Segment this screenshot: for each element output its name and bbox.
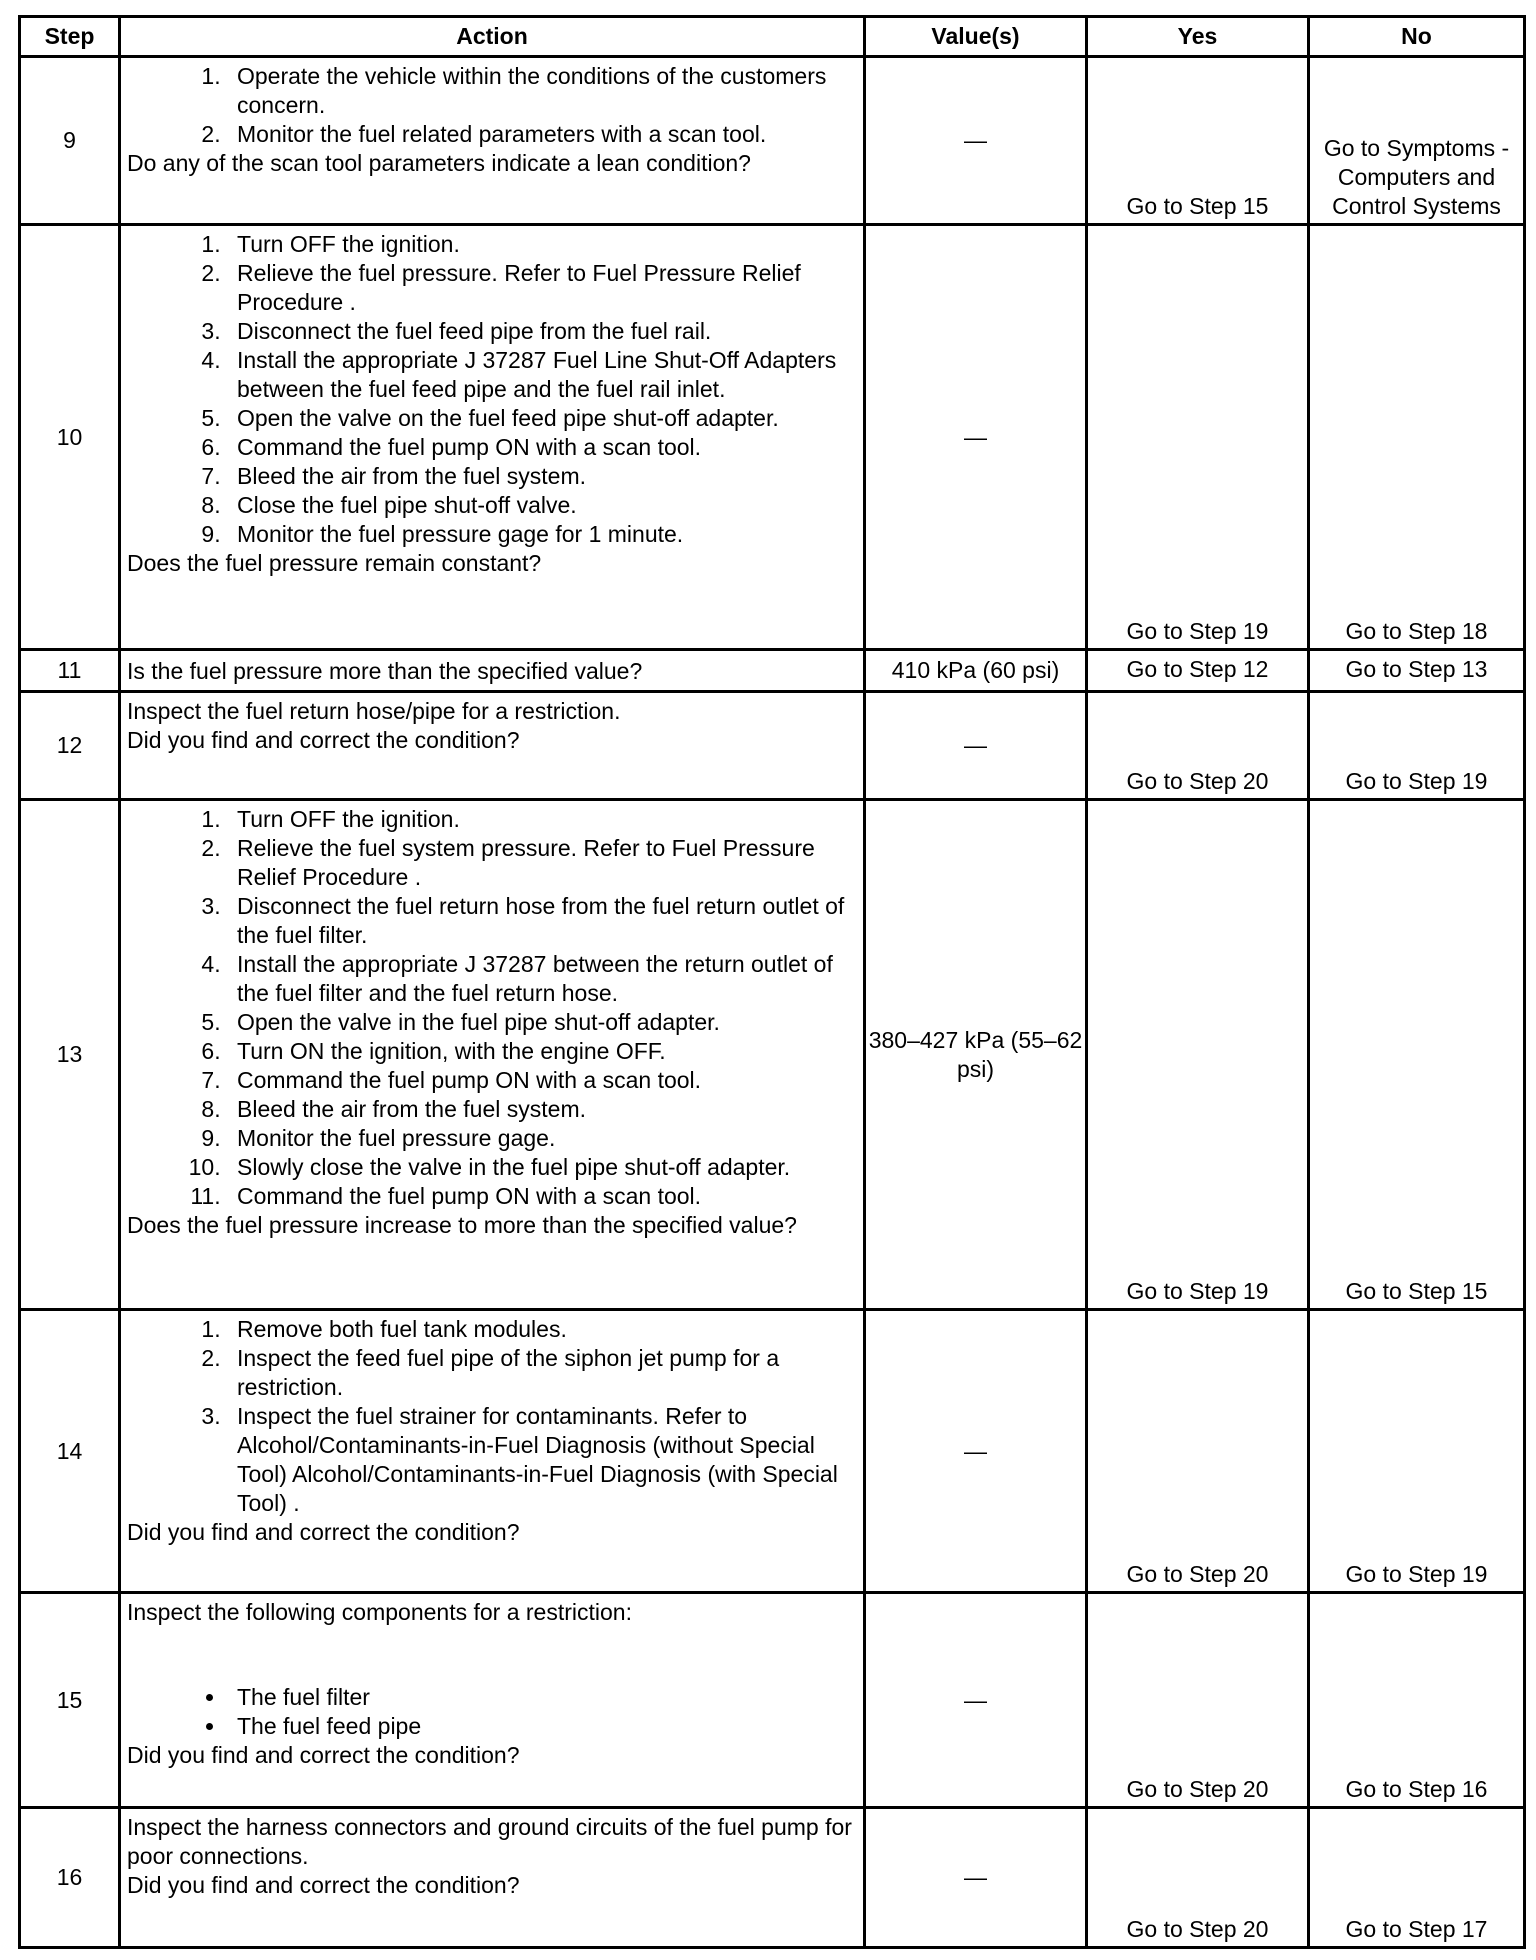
yes-link[interactable]: Go to Step 15 [1087,57,1309,225]
procedure-step: 6. Turn ON the ignition, with the engine OFF. [227,1037,857,1066]
yes-link[interactable]: Go to Step 20 [1087,1808,1309,1948]
diagnostic-table [18,15,1526,1949]
procedure-step: 2. Relieve the fuel pressure. Refer to Fuel Pressure Relief Procedure . [227,259,857,317]
procedure-step: 2. Relieve the fuel system pressure. Refer to Fuel Pressure Relief Procedure . [227,834,857,892]
step-number: 12 [20,692,120,800]
procedure-step: 3. Disconnect the fuel return hose from the fuel return outlet of the fuel filter. [227,892,857,950]
action-cell [120,1310,865,1593]
procedure-step: 6. Command the fuel pump ON with a scan tool. [227,433,857,462]
procedure-step: 3. Disconnect the fuel feed pipe from the fuel rail. [227,317,857,346]
action-cell [120,1808,865,1948]
value-cell: — [865,692,1087,800]
header-no: No [1309,17,1525,57]
table-row [20,1310,1525,1593]
procedure-step: 10. Slowly close the valve in the fuel pipe shut-off adapter. [227,1153,857,1182]
action-question: Did you find and correct the condition? [127,1519,520,1545]
action-question: Did you find and correct the condition? [127,1872,520,1898]
procedure-step: 3. Inspect the fuel strainer for contaminants. Refer to Alcohol/Contaminants-in-Fuel Diagnosis (without Special Tool) Alcohol/Contaminants-in-Fuel Diagnosis (with Special Tool) . [227,1402,857,1518]
value-cell: — [865,225,1087,650]
action-text: Is the fuel pressure more than the specified value? [120,650,865,692]
action-cell [120,692,865,800]
no-link[interactable]: Go to Step 15 [1309,800,1525,1310]
table-row [20,225,1525,650]
procedure-step: 2. Inspect the feed fuel pipe of the siphon jet pump for a restriction. [227,1344,857,1402]
yes-link[interactable]: Go to Step 20 [1087,692,1309,800]
table-row [20,692,1525,800]
step-number: 10 [20,225,120,650]
value-cell: — [865,1593,1087,1808]
procedure-steps [127,1315,857,1518]
value-cell: 410 kPa (60 psi) [865,650,1087,692]
list-item: • The fuel filter [227,1683,857,1712]
action-text: Inspect the following components for a restriction: [127,1599,632,1625]
procedure-step: 5. Open the valve in the fuel pipe shut-off adapter. [227,1008,857,1037]
no-link[interactable]: Go to Symptoms - Computers and Control Systems [1309,57,1525,225]
table-row [20,1593,1525,1808]
table-row [20,650,1525,692]
step-number: 15 [20,1593,120,1808]
action-question: Did you find and correct the condition? [127,727,520,753]
procedure-step: 1. Turn OFF the ignition. [227,805,857,834]
action-cell [120,800,865,1310]
yes-link[interactable]: Go to Step 19 [1087,800,1309,1310]
procedure-step: 8. Close the fuel pipe shut-off valve. [227,491,857,520]
action-question: Do any of the scan tool parameters indicate a lean condition? [127,150,751,176]
procedure-steps [127,805,857,1211]
list-item: • The fuel feed pipe [227,1712,857,1741]
yes-link[interactable]: Go to Step 20 [1087,1593,1309,1808]
value-cell: 380–427 kPa (55–62 psi) [865,800,1087,1310]
procedure-step: 4. Install the appropriate J 37287 Fuel Line Shut-Off Adapters between the fuel feed pipe and the fuel rail inlet. [227,346,857,404]
procedure-step: 2. Monitor the fuel related parameters with a scan tool. [227,120,857,149]
component-list [127,1683,857,1741]
header-action: Action [120,17,865,57]
table-row [20,1808,1525,1948]
action-cell [120,1593,865,1808]
no-link[interactable]: Go to Step 19 [1309,1310,1525,1593]
procedure-steps [127,62,857,149]
yes-link[interactable]: Go to Step 19 [1087,225,1309,650]
procedure-step: 4. Install the appropriate J 37287 between the return outlet of the fuel filter and the fuel return hose. [227,950,857,1008]
step-number: 14 [20,1310,120,1593]
yes-link[interactable]: Go to Step 20 [1087,1310,1309,1593]
action-question: Did you find and correct the condition? [127,1742,520,1768]
action-text: Inspect the fuel return hose/pipe for a restriction. [127,698,621,724]
table-row [20,57,1525,225]
yes-link[interactable]: Go to Step 12 [1087,650,1309,692]
procedure-step: 5. Open the valve on the fuel feed pipe shut-off adapter. [227,404,857,433]
action-cell [120,225,865,650]
action-question: Does the fuel pressure remain constant? [127,550,542,576]
procedure-step: 7. Bleed the air from the fuel system. [227,462,857,491]
header-yes: Yes [1087,17,1309,57]
step-number: 11 [20,650,120,692]
no-link[interactable]: Go to Step 16 [1309,1593,1525,1808]
action-cell [120,57,865,225]
procedure-step: 1. Operate the vehicle within the conditions of the customers concern. [227,62,857,120]
value-cell: — [865,1808,1087,1948]
procedure-steps [127,230,857,549]
header-values: Value(s) [865,17,1087,57]
procedure-step: 9. Monitor the fuel pressure gage. [227,1124,857,1153]
table-row [20,800,1525,1310]
value-cell: — [865,57,1087,225]
action-question: Does the fuel pressure increase to more than the specified value? [127,1212,797,1238]
procedure-step: 8. Bleed the air from the fuel system. [227,1095,857,1124]
no-link[interactable]: Go to Step 13 [1309,650,1525,692]
step-number: 13 [20,800,120,1310]
procedure-step: 1. Turn OFF the ignition. [227,230,857,259]
no-link[interactable]: Go to Step 18 [1309,225,1525,650]
no-link[interactable]: Go to Step 17 [1309,1808,1525,1948]
table-header-row [20,17,1525,57]
procedure-step: 7. Command the fuel pump ON with a scan tool. [227,1066,857,1095]
value-cell: — [865,1310,1087,1593]
step-number: 9 [20,57,120,225]
procedure-step: 1. Remove both fuel tank modules. [227,1315,857,1344]
procedure-step: 9. Monitor the fuel pressure gage for 1 minute. [227,520,857,549]
no-link[interactable]: Go to Step 19 [1309,692,1525,800]
step-number: 16 [20,1808,120,1948]
header-step: Step [20,17,120,57]
action-text: Inspect the harness connectors and ground circuits of the fuel pump for poor connections. [127,1814,852,1869]
procedure-step: 11. Command the fuel pump ON with a scan tool. [227,1182,857,1211]
